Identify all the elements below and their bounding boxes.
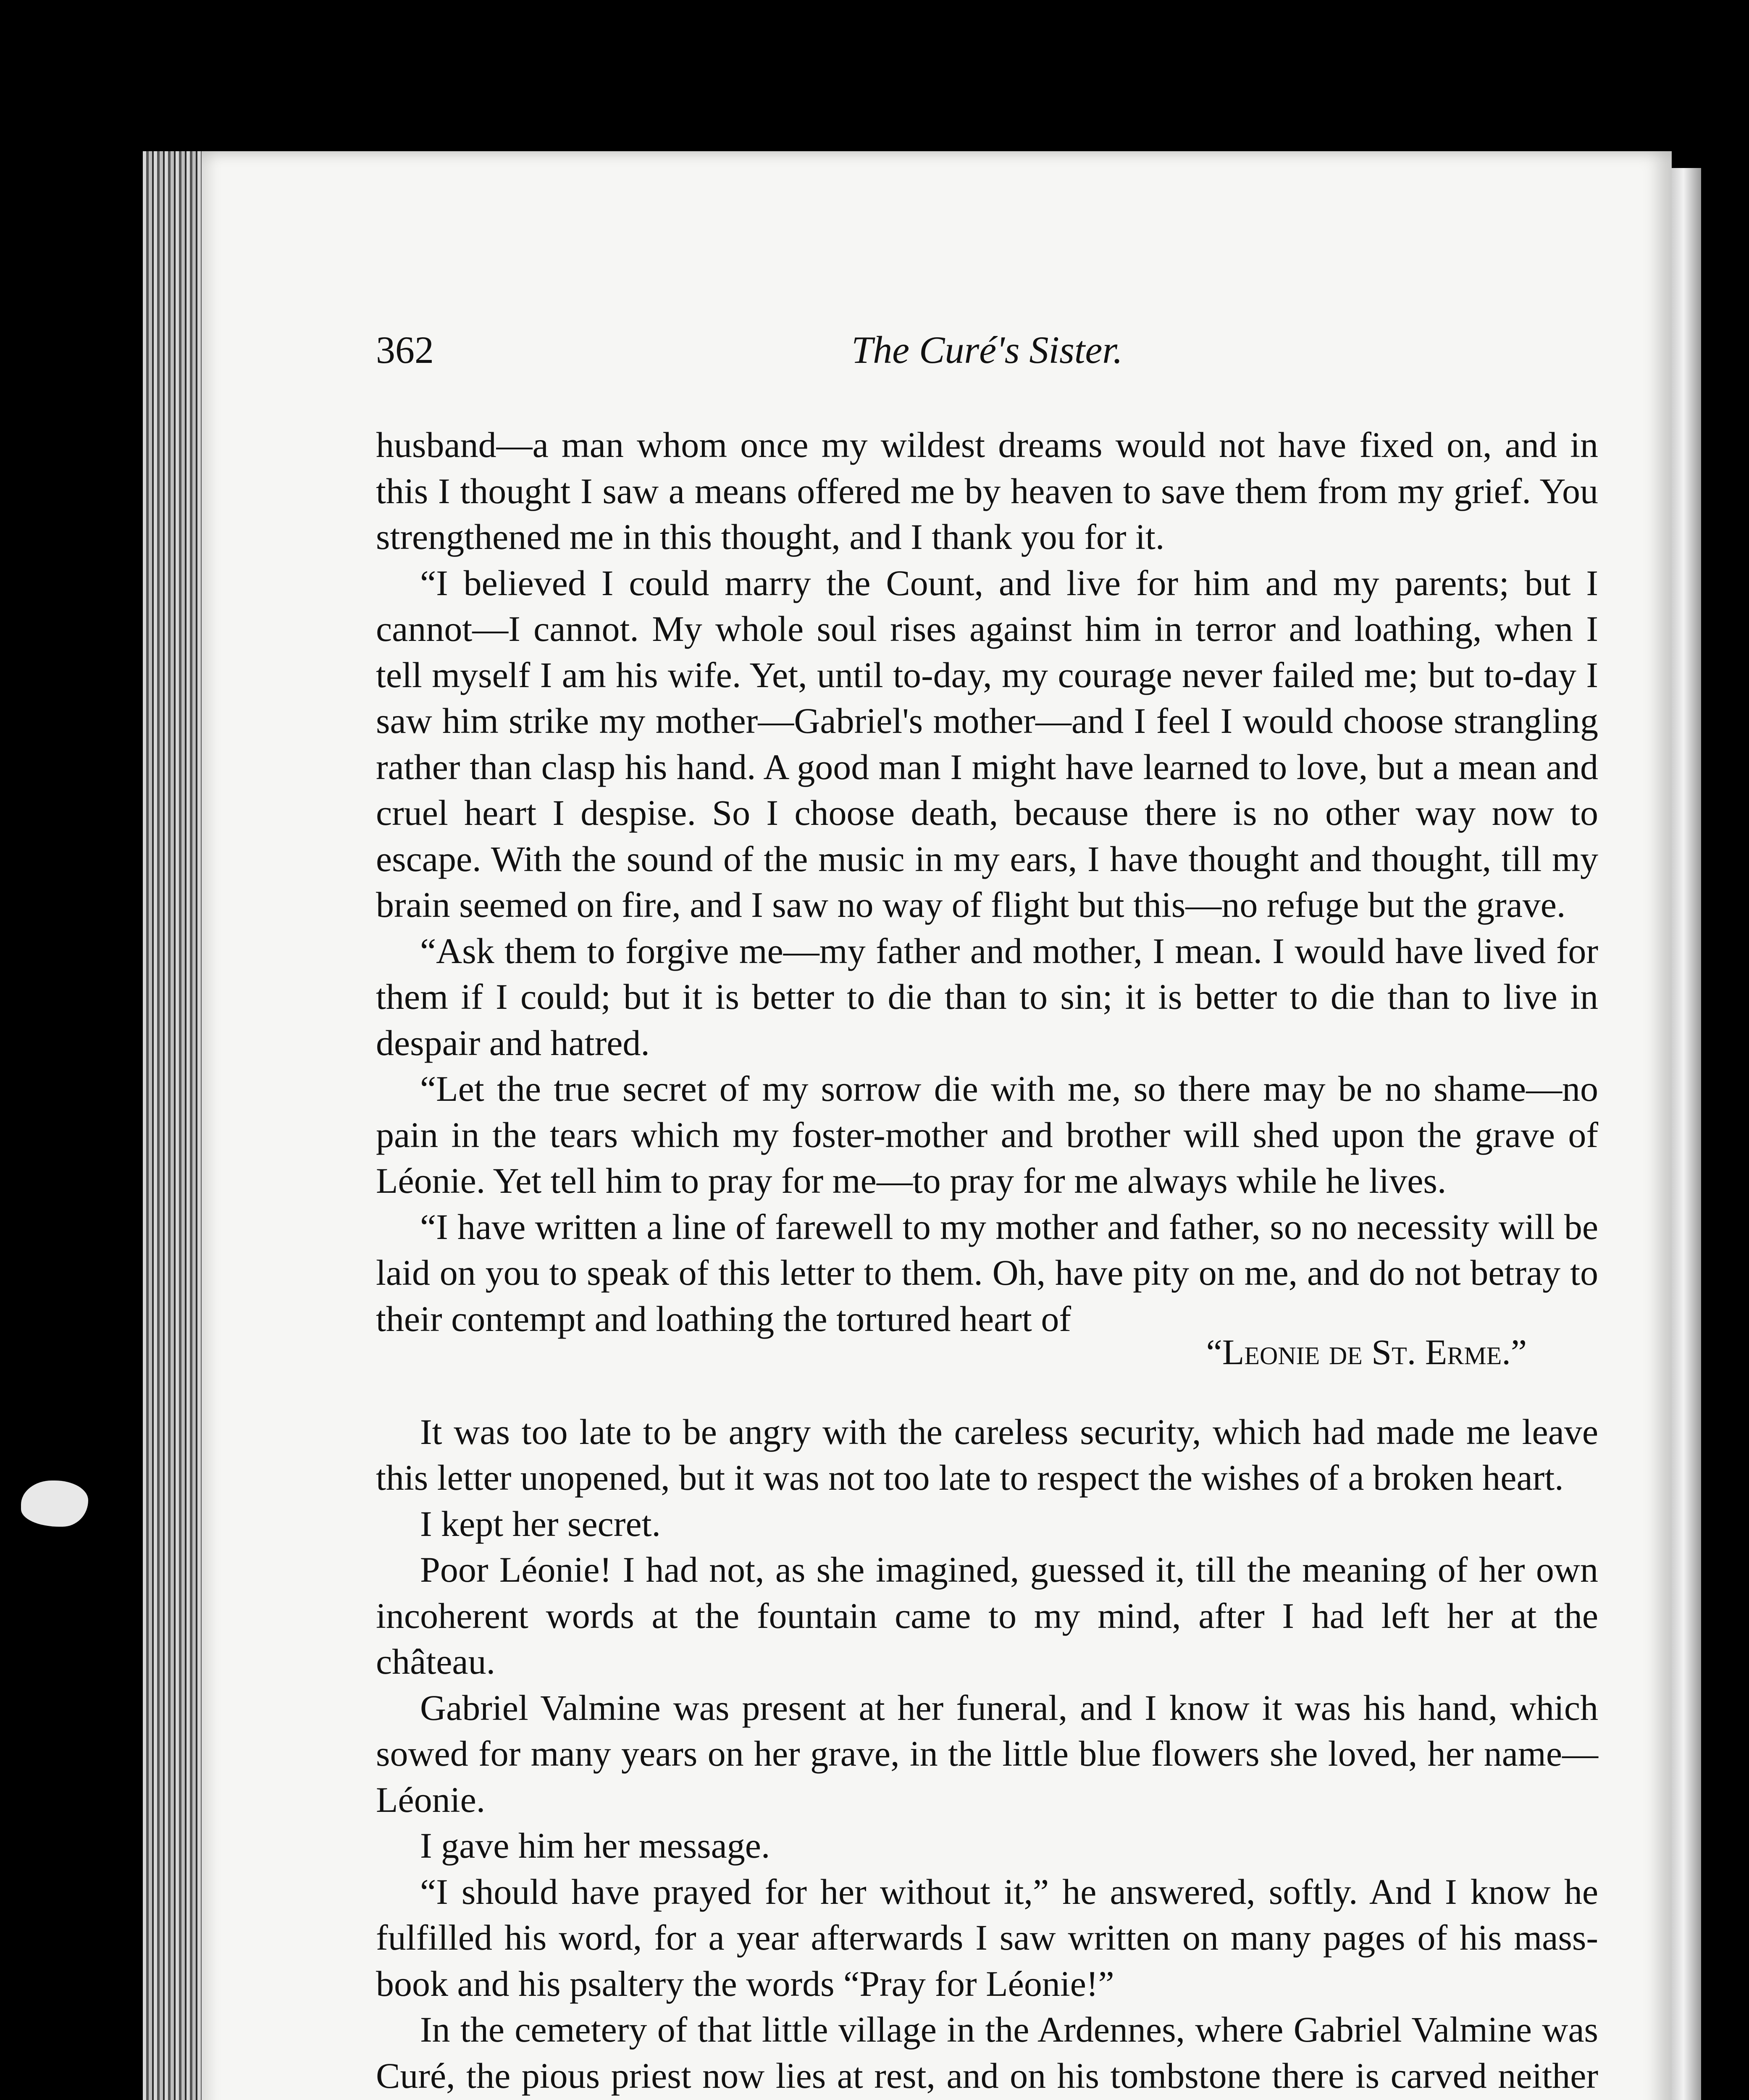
page-content [376, 328, 1598, 2100]
body-text [376, 422, 1598, 2100]
letter-signature: “Leonie de St. Erme.” [1206, 1332, 1527, 1372]
paragraph: Gabriel Valmine was present at her funeral, and I know it was his hand, which sowed for many years on her grave, in the little blue flowers she loved, her name—Léonie. [376, 1687, 1598, 1820]
page-gutter-shadow [1672, 168, 1701, 2100]
book-page-edges [143, 151, 210, 2100]
paragraph: I kept her secret. [420, 1503, 661, 1544]
running-title: The Curé's Sister. [851, 328, 1123, 371]
paragraph: Poor Léonie! I had not, as she imagined, guessed it, till the meaning of her own incoherent words at the fountain came to my mind, after I had left her at the château. [376, 1549, 1598, 1682]
paragraph: In the cemetery of that little village in the Ardennes, where Gabriel Valmine was Curé, the pious priest now lies at rest, and on his tombstone there is carved neither [376, 2009, 1598, 2096]
page-number: 362 [376, 328, 434, 371]
paper-scrap [21, 1480, 88, 1527]
paragraph: “I should have prayed for her without it,” he answered, softly. And I know he fulfilled his word, for a year afterwards I saw written on many pages of his mass-book and his psaltery the words “Pray for Léonie!” [376, 1871, 1598, 2004]
paragraph: I gave him her message. [420, 1825, 770, 1866]
paragraph: “I have written a line of farewell to my mother and father, so no necessity will be laid on you to speak of this letter to them. Oh, have pity on me, and do not betray to their contempt and loathing the tortured heart of [376, 1206, 1598, 1339]
paragraph: “I believed I could marry the Count, and live for him and my parents; but I cannot—I cannot. My whole soul rises against him in terror and loathing, when I tell myself I am his wife. Yet, until to-day, my courage never failed me; but to-day I saw him strike my mother—Gabriel's mother—and I feel I would choose strangling rather than clasp his hand. A good man I might have learned to love, but a mean and cruel heart I despise. So I choose death, because there is no other way now to escape. With the sound of the music in my ears, I have thought and thought, till my brain seemed on fire, and I saw no way of flight but this—no refuge but the grave. [376, 562, 1598, 925]
paragraph: “Let the true secret of my sorrow die with me, so there may be no shame—no pain in the tears which my foster-mother and brother will shed upon the grave of Léonie. Yet tell him to pray for me—to pray for me always while he lives. [376, 1068, 1598, 1201]
paragraph: “Ask them to forgive me—my father and mother, I mean. I would have lived for them if I could; but it is better to die than to sin; it is better to die than to live in despair and hatred. [376, 930, 1598, 1063]
paragraph: husband—a man whom once my wildest dreams would not have fixed on, and in this I thought I saw a means offered me by heaven to save them from my grief. You strengthened me in this thought, and I thank you for it. [376, 425, 1598, 557]
running-head [376, 328, 1598, 374]
paragraph: It was too late to be angry with the careless security, which had made me leave this letter unopened, but it was not too late to respect the wishes of a broken heart. [376, 1411, 1598, 1498]
